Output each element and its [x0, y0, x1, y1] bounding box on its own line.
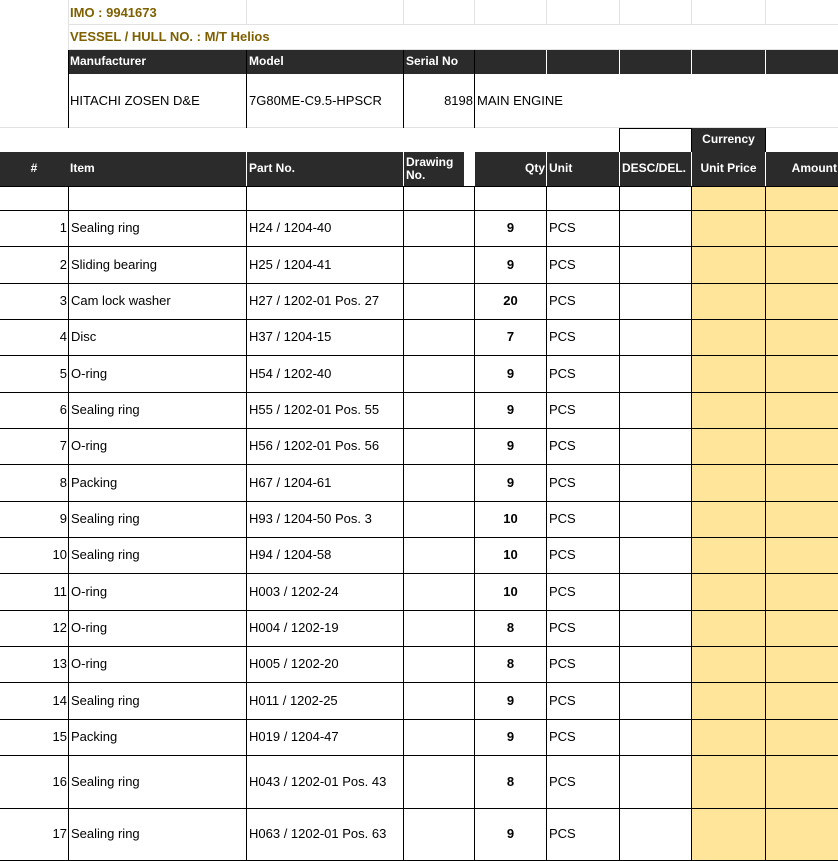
qty-cell[interactable]: 9	[506, 365, 515, 381]
border	[246, 186, 247, 860]
table-row[interactable]	[0, 247, 838, 283]
unit-price-cell[interactable]	[692, 647, 765, 682]
row-number-cell[interactable]: 1	[59, 220, 67, 236]
qty-cell[interactable]: 10	[503, 547, 518, 563]
item-cell[interactable]: Sealing ring	[71, 511, 140, 527]
qty-cell[interactable]: 9	[506, 826, 515, 842]
row-number-cell[interactable]: 6	[59, 402, 67, 418]
unit-cell[interactable]: PCS	[549, 692, 576, 708]
table-row[interactable]	[0, 211, 838, 246]
unit-cell[interactable]: PCS	[549, 474, 576, 490]
row-number-cell[interactable]: 8	[59, 474, 67, 490]
qty-cell[interactable]: 20	[503, 293, 518, 309]
drawing-no-cell[interactable]	[404, 647, 474, 682]
unit-cell[interactable]: PCS	[549, 729, 576, 745]
border	[246, 50, 247, 128]
desc-cell[interactable]	[620, 647, 691, 682]
part-no-cell[interactable]: H003 / 1202-24	[249, 583, 339, 599]
table-row[interactable]	[0, 284, 838, 319]
desc-cell[interactable]	[620, 574, 691, 610]
row-number-cell[interactable]: 16	[52, 773, 67, 789]
drawing-no-cell[interactable]	[404, 720, 474, 755]
border	[474, 186, 475, 860]
gridline	[403, 0, 404, 25]
row-number-cell[interactable]: 14	[52, 692, 67, 708]
gridline	[619, 0, 620, 25]
serial-header[interactable]: Serial No	[404, 50, 474, 74]
desc-cell[interactable]	[620, 465, 691, 501]
row-number-cell[interactable]: 15	[52, 729, 67, 745]
item-cell[interactable]: Sealing ring	[71, 773, 140, 789]
header-blank-cell[interactable]	[692, 50, 765, 74]
header-blank-cell[interactable]	[620, 50, 691, 74]
table-row[interactable]	[0, 756, 838, 808]
unit-price-cell[interactable]	[692, 356, 765, 392]
unit-cell[interactable]: PCS	[549, 256, 576, 272]
qty-cell[interactable]: 9	[506, 220, 515, 236]
table-row[interactable]	[0, 611, 838, 646]
imo-label[interactable]: IMO : 9941673	[70, 4, 157, 20]
border	[474, 50, 475, 128]
border	[403, 50, 404, 128]
qty-cell[interactable]: 9	[506, 692, 515, 708]
amount-cell[interactable]	[766, 247, 838, 283]
row-number-cell[interactable]: 4	[59, 329, 67, 345]
drawing-no-cell[interactable]	[404, 809, 474, 860]
amount-cell[interactable]	[766, 429, 838, 464]
manufacturer-value[interactable]: HITACHI ZOSEN D&E	[70, 92, 200, 108]
gridline	[691, 0, 692, 25]
desc-cell[interactable]	[620, 683, 691, 719]
border	[765, 128, 766, 152]
col-header-drawing-no[interactable]: Drawing No.	[404, 152, 464, 186]
desc-cell[interactable]	[620, 211, 691, 246]
amount-cell[interactable]	[766, 683, 838, 719]
unit-cell[interactable]: PCS	[549, 220, 576, 236]
gridline	[474, 0, 475, 25]
unit-cell[interactable]: PCS	[549, 620, 576, 636]
engine-value[interactable]: MAIN ENGINE	[477, 92, 563, 108]
unit-price-cell[interactable]	[692, 284, 765, 319]
item-cell[interactable]: O-ring	[71, 656, 108, 672]
drawing-no-cell[interactable]	[404, 611, 474, 646]
unit-cell[interactable]: PCS	[549, 293, 576, 309]
border	[765, 186, 766, 860]
drawing-no-cell[interactable]	[404, 247, 474, 283]
item-cell[interactable]: O-ring	[71, 620, 108, 636]
drawing-no-cell[interactable]	[404, 211, 474, 246]
row-number-cell[interactable]: 3	[59, 293, 67, 309]
qty-cell[interactable]: 9	[506, 402, 515, 418]
item-cell[interactable]: O-ring	[71, 438, 108, 454]
unit-cell[interactable]: PCS	[549, 511, 576, 527]
unit-price-cell[interactable]	[692, 683, 765, 719]
col-header-unit-price[interactable]: Unit Price	[692, 152, 765, 186]
unit-price-cell[interactable]	[692, 393, 765, 428]
drawing-no-cell[interactable]	[404, 574, 474, 610]
unit-cell[interactable]: PCS	[549, 438, 576, 454]
unit-price-cell[interactable]	[692, 211, 765, 246]
unit-price-cell[interactable]	[692, 611, 765, 646]
drawing-no-cell[interactable]	[404, 356, 474, 392]
item-cell[interactable]: Packing	[71, 729, 118, 745]
table-row[interactable]	[0, 502, 838, 537]
desc-cell[interactable]	[620, 502, 691, 537]
desc-cell[interactable]	[620, 720, 691, 755]
item-cell[interactable]: Sealing ring	[71, 826, 140, 842]
part-no-cell[interactable]: H93 / 1204-50 Pos. 3	[249, 511, 372, 527]
item-cell[interactable]: Sliding bearing	[71, 256, 158, 272]
unit-cell[interactable]: PCS	[549, 583, 576, 599]
qty-cell[interactable]: 9	[506, 438, 515, 454]
border	[619, 186, 620, 860]
col-header-qty[interactable]: Qty	[475, 152, 546, 186]
part-no-cell[interactable]: H37 / 1204-15	[249, 329, 332, 345]
row-number-cell[interactable]: 10	[52, 547, 67, 563]
item-cell[interactable]: Sealing ring	[71, 220, 140, 236]
gridline	[546, 0, 547, 25]
vessel-label[interactable]: VESSEL / HULL NO. : M/T Helios	[70, 28, 270, 44]
table-row[interactable]	[0, 809, 838, 860]
amount-cell[interactable]	[766, 720, 838, 755]
desc-cell[interactable]	[620, 611, 691, 646]
table-row[interactable]	[0, 356, 838, 392]
manufacturer-header[interactable]: Manufacturer	[68, 50, 246, 74]
part-no-cell[interactable]: H004 / 1202-19	[249, 620, 339, 636]
qty-cell[interactable]: 10	[503, 583, 518, 599]
amount-cell[interactable]	[766, 211, 838, 246]
part-no-cell[interactable]: H063 / 1202-01 Pos. 63	[249, 826, 387, 842]
desc-cell[interactable]	[620, 393, 691, 428]
amount-cell[interactable]	[766, 284, 838, 319]
unit-price-cell[interactable]	[692, 538, 765, 573]
header-blank-cell[interactable]	[766, 50, 838, 74]
header-blank-cell[interactable]	[547, 50, 619, 74]
table-row[interactable]	[0, 720, 838, 755]
border	[68, 50, 69, 128]
unit-price-cell[interactable]	[692, 720, 765, 755]
amount-cell[interactable]	[766, 756, 838, 808]
item-cell[interactable]: Cam lock washer	[71, 293, 171, 309]
amount-cell[interactable]	[766, 647, 838, 682]
unit-cell[interactable]: PCS	[549, 773, 576, 789]
amount-cell[interactable]	[766, 809, 838, 860]
table-row[interactable]	[0, 683, 838, 719]
drawing-no-cell[interactable]	[404, 393, 474, 428]
col-header-amount[interactable]: Amount	[766, 152, 838, 186]
table-row[interactable]	[0, 465, 838, 501]
item-cell[interactable]: Packing	[71, 474, 118, 490]
row-border	[0, 186, 838, 187]
qty-cell[interactable]: 8	[506, 773, 515, 789]
item-cell[interactable]: Disc	[71, 329, 97, 345]
amount-cell[interactable]	[766, 465, 838, 501]
table-row[interactable]	[0, 574, 838, 610]
col-header-part-no[interactable]: Part No.	[247, 152, 403, 186]
qty-cell[interactable]: 8	[506, 620, 515, 636]
part-no-cell[interactable]: H043 / 1202-01 Pos. 43	[249, 773, 387, 789]
row-number-cell[interactable]: 9	[59, 511, 67, 527]
border	[619, 128, 620, 152]
amount-cell[interactable]	[766, 611, 838, 646]
unit-cell[interactable]: PCS	[549, 826, 576, 842]
part-no-cell[interactable]: H67 / 1204-61	[249, 474, 332, 490]
item-cell[interactable]: Sealing ring	[71, 402, 140, 418]
unit-price-cell[interactable]	[692, 809, 765, 860]
qty-cell[interactable]: 9	[506, 256, 515, 272]
table-row[interactable]	[0, 538, 838, 573]
col-header-item[interactable]: Item	[68, 152, 246, 186]
unit-price-cell[interactable]	[692, 429, 765, 464]
unit-price-cell[interactable]	[692, 574, 765, 610]
part-no-cell[interactable]: H56 / 1202-01 Pos. 56	[249, 438, 380, 454]
amount-cell[interactable]	[766, 538, 838, 573]
desc-cell[interactable]	[620, 284, 691, 319]
col-header-number[interactable]: #	[0, 152, 68, 186]
table-row[interactable]	[0, 647, 838, 682]
drawing-no-cell[interactable]	[404, 502, 474, 537]
gridline	[765, 0, 766, 25]
unit-cell[interactable]: PCS	[549, 365, 576, 381]
serial-value[interactable]: 8198	[444, 92, 473, 108]
desc-cell[interactable]	[620, 356, 691, 392]
part-no-cell[interactable]: H25 / 1204-41	[249, 256, 332, 272]
row-number-cell[interactable]: 5	[59, 365, 67, 381]
col-header-unit[interactable]: Unit	[547, 152, 619, 186]
unit-price-cell[interactable]	[692, 320, 765, 355]
table-row[interactable]	[0, 320, 838, 355]
row-number-cell[interactable]: 13	[52, 656, 67, 672]
col-header-desc[interactable]: DESC/DEL.	[620, 152, 691, 186]
drawing-no-cell[interactable]	[404, 756, 474, 808]
drawing-no-cell[interactable]	[404, 683, 474, 719]
row-number-cell[interactable]: 11	[53, 583, 67, 599]
part-no-cell[interactable]: H54 / 1202-40	[249, 365, 332, 381]
desc-cell[interactable]	[620, 429, 691, 464]
unit-cell[interactable]: PCS	[549, 402, 576, 418]
row-number-cell[interactable]: 2	[59, 256, 67, 272]
unit-cell[interactable]: PCS	[549, 547, 576, 563]
qty-cell[interactable]: 9	[506, 729, 515, 745]
item-cell[interactable]: O-ring	[71, 583, 108, 599]
part-no-cell[interactable]: H94 / 1204-58	[249, 547, 332, 563]
drawing-no-cell[interactable]	[404, 429, 474, 464]
part-no-cell[interactable]: H27 / 1202-01 Pos. 27	[249, 293, 380, 309]
amount-cell[interactable]	[766, 574, 838, 610]
qty-cell[interactable]: 8	[506, 656, 515, 672]
part-no-cell[interactable]: H019 / 1204-47	[249, 729, 339, 745]
unit-cell[interactable]: PCS	[549, 329, 576, 345]
table-row[interactable]	[0, 429, 838, 464]
header-blank-cell[interactable]	[475, 50, 546, 74]
item-cell[interactable]: Sealing ring	[71, 692, 140, 708]
part-no-cell[interactable]: H55 / 1202-01 Pos. 55	[249, 402, 380, 418]
gridline	[68, 24, 838, 25]
border	[546, 186, 547, 860]
amount-cell[interactable]	[766, 320, 838, 355]
drawing-no-cell[interactable]	[404, 465, 474, 501]
unit-price-cell[interactable]	[692, 502, 765, 537]
row-number-cell[interactable]: 7	[59, 438, 67, 454]
border	[691, 186, 692, 860]
unit-price-cell[interactable]	[692, 756, 765, 808]
amount-cell[interactable]	[766, 393, 838, 428]
unit-cell[interactable]: PCS	[549, 656, 576, 672]
part-no-cell[interactable]: H005 / 1202-20	[249, 656, 339, 672]
unit-price-cell[interactable]	[692, 465, 765, 501]
drawing-no-cell[interactable]	[404, 538, 474, 573]
model-value[interactable]: 7G80ME-C9.5-HPSCR	[249, 92, 382, 108]
model-header[interactable]: Model	[247, 50, 403, 74]
desc-cell[interactable]	[620, 320, 691, 355]
desc-cell[interactable]	[620, 756, 691, 808]
desc-cell[interactable]	[620, 809, 691, 860]
item-cell[interactable]: O-ring	[71, 365, 108, 381]
row-number-cell[interactable]: 17	[52, 826, 67, 842]
desc-cell[interactable]	[620, 247, 691, 283]
border	[68, 186, 69, 860]
desc-cell[interactable]	[620, 538, 691, 573]
part-no-cell[interactable]: H011 / 1202-25	[249, 692, 338, 708]
amount-cell[interactable]	[766, 502, 838, 537]
row-number-cell[interactable]: 12	[52, 620, 67, 636]
unit-price-cell[interactable]	[692, 247, 765, 283]
qty-cell[interactable]: 9	[506, 474, 515, 490]
border	[403, 186, 404, 860]
table-row[interactable]	[0, 393, 838, 428]
amount-cell[interactable]	[766, 356, 838, 392]
qty-cell[interactable]: 7	[506, 329, 515, 345]
item-cell[interactable]: Sealing ring	[71, 547, 140, 563]
drawing-no-cell[interactable]	[404, 320, 474, 355]
border	[619, 128, 692, 129]
drawing-no-cell[interactable]	[404, 284, 474, 319]
qty-cell[interactable]: 10	[503, 511, 518, 527]
currency-header[interactable]: Currency	[692, 128, 765, 152]
part-no-cell[interactable]: H24 / 1204-40	[249, 220, 332, 236]
